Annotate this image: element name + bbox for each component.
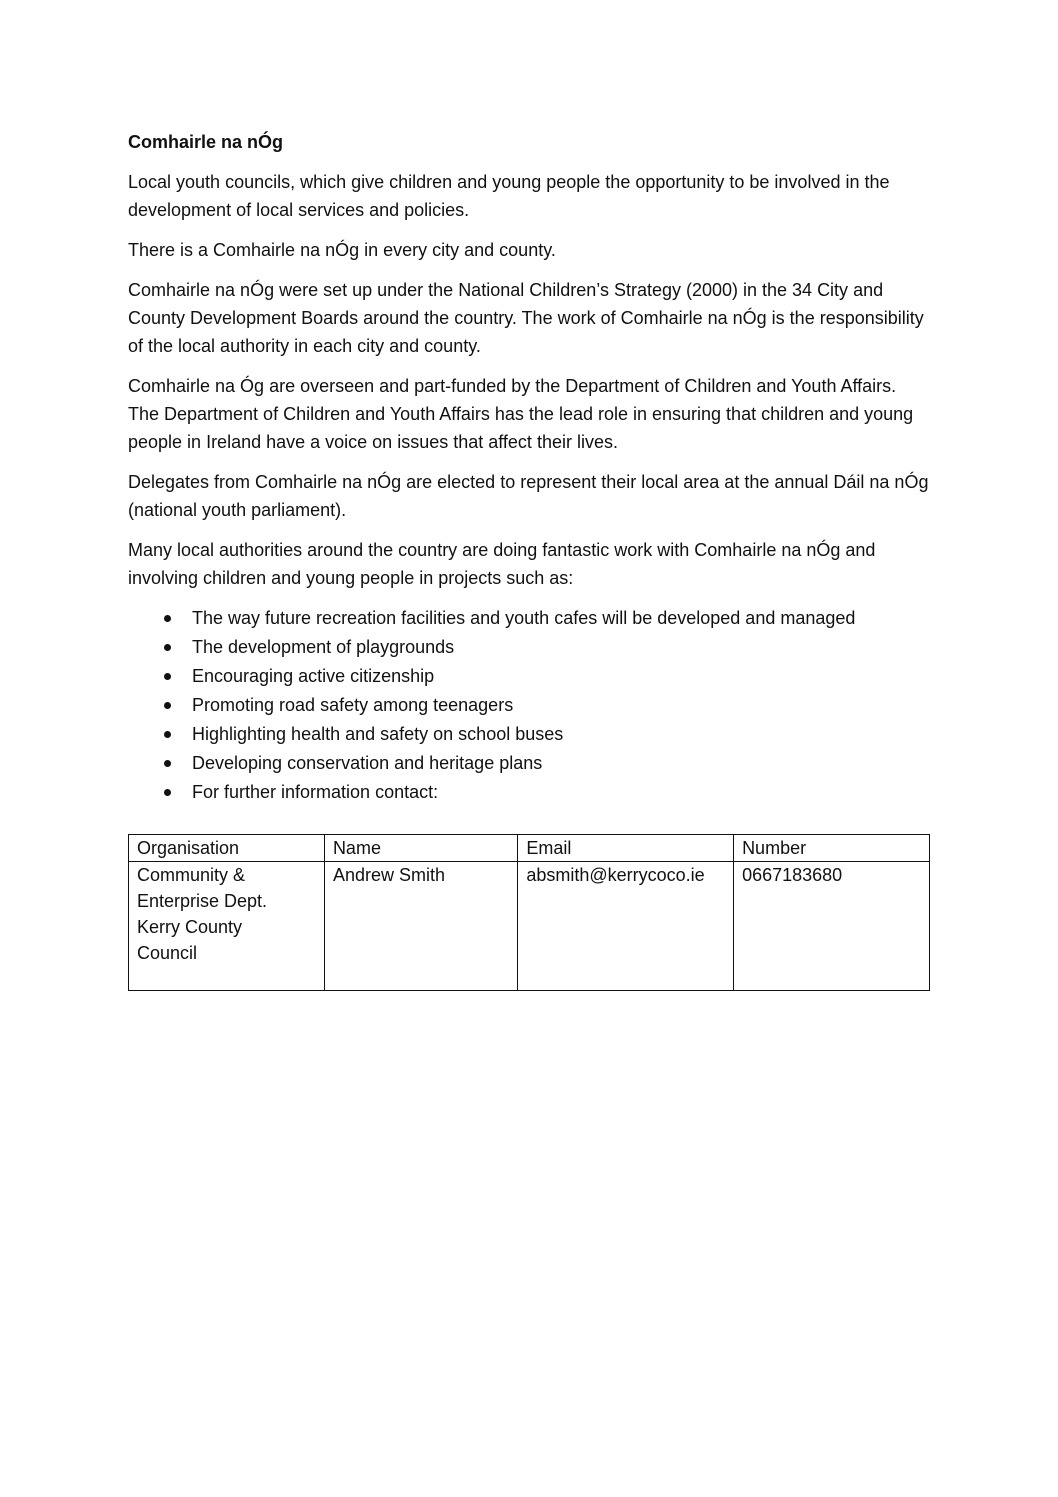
document-title: Comhairle na nÓg	[128, 132, 284, 152]
list-item	[128, 604, 930, 633]
paragraph-setup: Comhairle na nÓg were set up under the National Children’s Strategy (2000) in the 34 City and County Development Boards around the country. The work of Comhairle na nÓg is the responsibility of the local authority in each city and county.	[128, 280, 924, 356]
list-item	[128, 662, 930, 691]
document-page	[128, 128, 930, 963]
bullet-icon	[164, 615, 171, 622]
header-email: Email	[518, 835, 734, 862]
list-item	[128, 720, 930, 749]
header-name: Name	[324, 835, 517, 862]
list-item	[128, 633, 930, 662]
table-row	[129, 862, 930, 991]
bullet-icon	[164, 702, 171, 709]
bullet-icon	[164, 760, 171, 767]
paragraph-delegates: Delegates from Comhairle na nÓg are elected to represent their local area at the annual Dáil na nÓg (national youth parliament).	[128, 472, 929, 520]
list-item-text: Promoting road safety among teenagers	[192, 695, 514, 715]
list-item-text: Highlighting health and safety on school buses	[192, 724, 564, 744]
list-item-text: The development of playgrounds	[192, 637, 455, 657]
cell-organisation	[129, 862, 325, 991]
organisation-line: Council	[137, 943, 198, 963]
paragraph-projects: Many local authorities around the country are doing fantastic work with Comhairle na nÓg and involving children and young people in projects such as:	[128, 540, 876, 588]
cell-name: Andrew Smith	[324, 862, 517, 991]
bullet-icon	[164, 731, 171, 738]
bullet-icon	[164, 644, 171, 651]
cell-number: 0667183680	[734, 862, 930, 991]
paragraph-every-county: There is a Comhairle na nÓg in every city and county.	[128, 240, 556, 260]
header-organisation: Organisation	[129, 835, 325, 862]
list-item	[128, 691, 930, 720]
list-item	[128, 778, 930, 807]
header-number: Number	[734, 835, 930, 862]
cell-email[interactable]: absmith@kerrycoco.ie	[518, 862, 734, 991]
table-header-row	[129, 835, 930, 862]
contact-table	[128, 834, 930, 991]
list-item	[128, 749, 930, 778]
organisation-line: Community &	[137, 865, 246, 885]
organisation-line: Kerry County	[137, 917, 243, 937]
bullet-icon	[164, 673, 171, 680]
paragraph-intro: Local youth councils, which give children and young people the opportunity to be involved in the development of local services and policies.	[128, 172, 890, 220]
list-item-text: Developing conservation and heritage plans	[192, 753, 543, 773]
project-list	[128, 604, 930, 807]
list-item-text: The way future recreation facilities and youth cafes will be developed and managed	[192, 608, 856, 628]
bullet-icon	[164, 789, 171, 796]
paragraph-department: Comhairle na Óg are overseen and part-funded by the Department of Children and Youth Affairs. The Department of Children and Youth Affairs has the lead role in ensuring that children and young people in Ireland have a voice on issues that affect their lives.	[128, 376, 914, 452]
organisation-line: Enterprise Dept.	[137, 891, 268, 911]
list-item-text: Encouraging active citizenship	[192, 666, 435, 686]
list-item-text: For further information contact:	[192, 782, 439, 802]
